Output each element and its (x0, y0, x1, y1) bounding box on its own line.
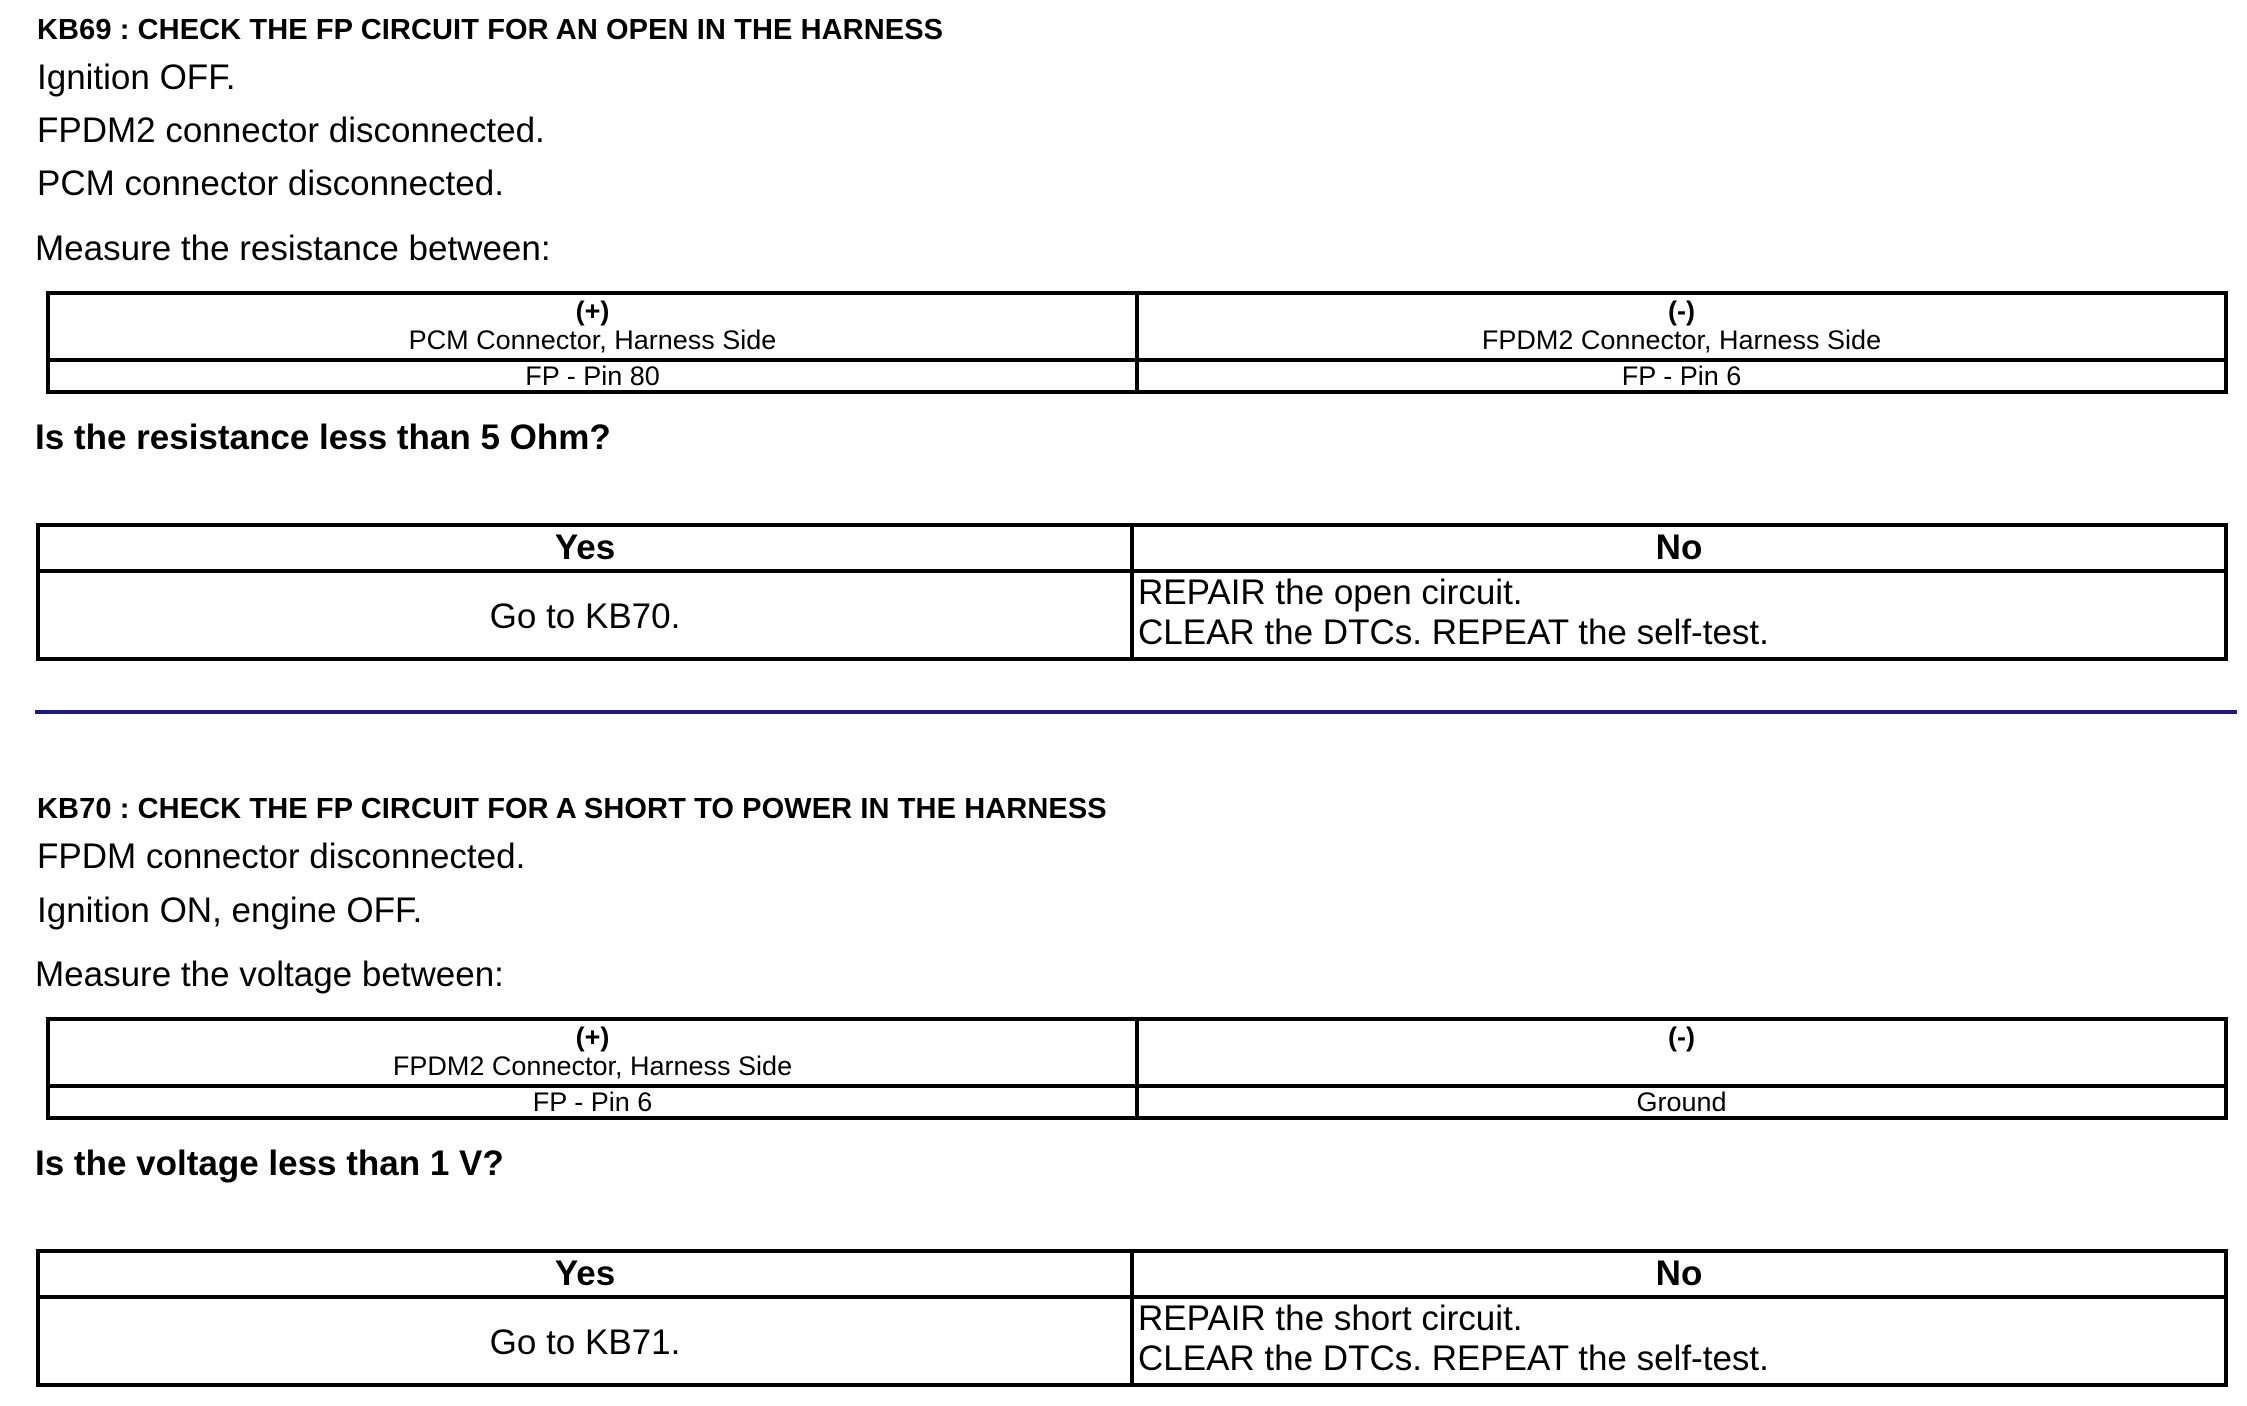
no-action-line: CLEAR the DTCs. REPEAT the self-test. (1138, 613, 1769, 652)
result-table (36, 523, 2228, 661)
no-header: No (1132, 1251, 2226, 1297)
positive-polarity: (+) (575, 296, 610, 326)
yes-action: Go to KB71. (38, 1297, 1132, 1385)
yes-action: Go to KB70. (38, 571, 1132, 659)
positive-polarity: (+) (575, 1022, 610, 1052)
yes-header: Yes (38, 525, 1132, 571)
negative-location: FPDM2 Connector, Harness Side (1481, 325, 1882, 355)
positive-location: PCM Connector, Harness Side (408, 325, 777, 355)
no-action-cell (1132, 1297, 2226, 1385)
positive-pin: FP - Pin 80 (48, 360, 1137, 392)
negative-probe-cell (1137, 1019, 2226, 1086)
no-action-line: CLEAR the DTCs. REPEAT the self-test. (1138, 1339, 1769, 1378)
negative-probe-cell (1137, 293, 2226, 360)
no-action-line: REPAIR the short circuit. (1138, 1299, 1523, 1338)
negative-pin: FP - Pin 6 (1137, 360, 2226, 392)
condition-line: PCM connector disconnected. (37, 164, 504, 203)
positive-pin: FP - Pin 6 (48, 1086, 1137, 1118)
test-question: Is the voltage less than 1 V? (35, 1144, 504, 1183)
measure-label: Measure the voltage between: (35, 955, 504, 994)
condition-line: FPDM connector disconnected. (37, 837, 526, 876)
negative-polarity: (-) (1668, 296, 1695, 326)
no-header: No (1132, 525, 2226, 571)
positive-location: FPDM2 Connector, Harness Side (392, 1051, 793, 1081)
no-action-cell (1132, 571, 2226, 659)
measurement-table (46, 1017, 2228, 1120)
step-title-kb69: KB69 : CHECK THE FP CIRCUIT FOR AN OPEN IN THE HARNESS (37, 14, 944, 46)
positive-probe-cell (48, 293, 1137, 360)
condition-line: FPDM2 connector disconnected. (37, 111, 545, 150)
yes-header: Yes (38, 1251, 1132, 1297)
test-question: Is the resistance less than 5 Ohm? (35, 418, 611, 457)
no-action-line: REPAIR the open circuit. (1138, 573, 1523, 612)
condition-line: Ignition OFF. (37, 58, 236, 97)
step-title-kb70: KB70 : CHECK THE FP CIRCUIT FOR A SHORT TO POWER IN THE HARNESS (37, 793, 1107, 825)
section-divider (35, 710, 2237, 714)
negative-pin: Ground (1137, 1086, 2226, 1118)
condition-line: Ignition ON, engine OFF. (37, 891, 423, 930)
negative-polarity: (-) (1668, 1022, 1695, 1052)
measure-label: Measure the resistance between: (35, 229, 551, 268)
measurement-table (46, 291, 2228, 394)
result-table (36, 1249, 2228, 1387)
positive-probe-cell (48, 1019, 1137, 1086)
